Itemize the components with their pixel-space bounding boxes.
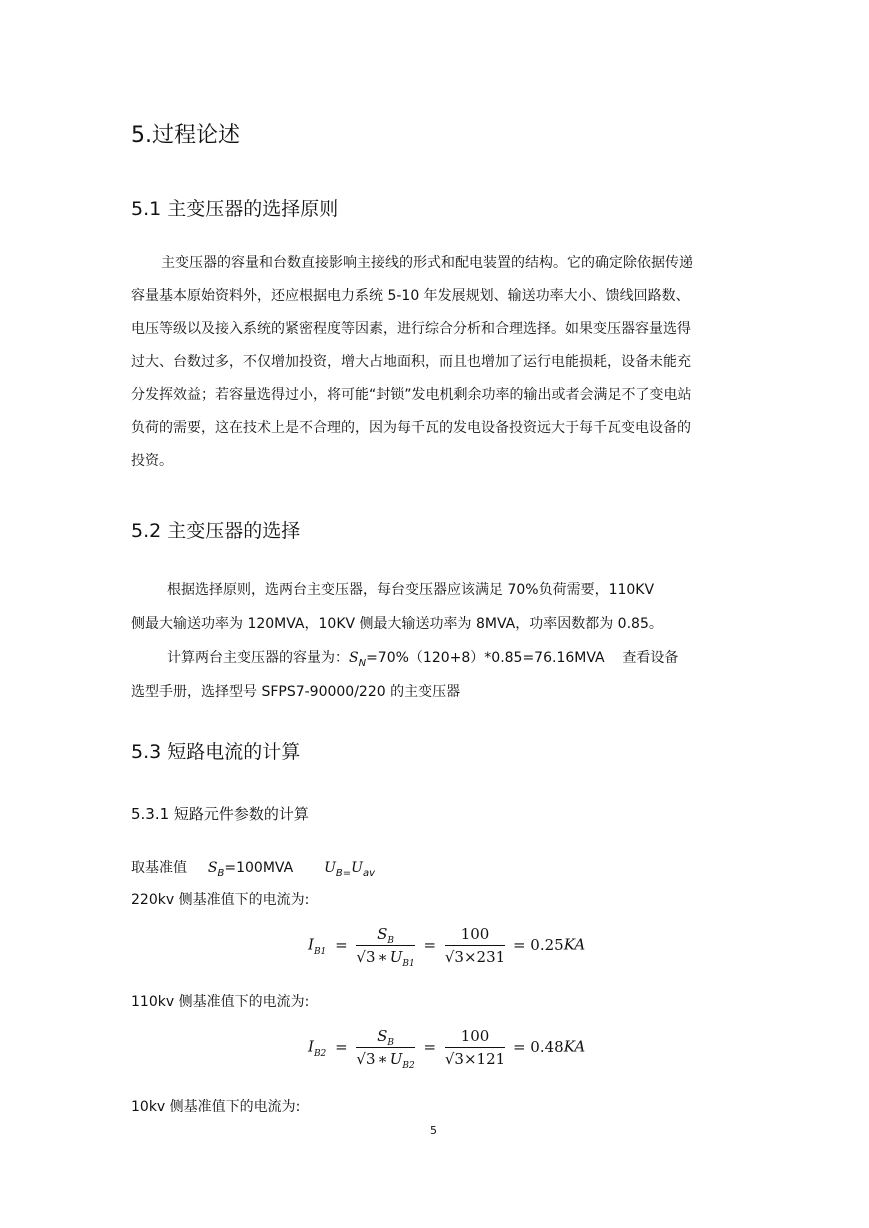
capacity-calculation-line [131,641,741,675]
eq1-den2: √3×231 [444,948,506,966]
base-values-line [131,857,375,877]
section-5-2-paragraph-1 [131,573,741,641]
paragraph-line: 主变压器的容量和台数直接影响主接线的形式和配电装置的结构。它的确定除依据传递 [161,255,693,271]
eq1-den1-op: ∗ [377,948,388,966]
eq2-den1-root: √3 [356,1050,376,1068]
eq2-den1-var: U [389,1050,403,1068]
paragraph-line: 选型手册，选择型号 SFPS7-90000/220 的主变压器 [131,684,461,700]
section-5-2-paragraph-2 [131,641,741,709]
paragraph-line: 负荷的需要，这在技术上是不合理的，因为每千瓦的发电设备投资远大于每千瓦变电设备的 [131,420,691,436]
sb-value: =100MVA [224,860,294,876]
eq2-lhs-sub: B2 [313,1048,327,1059]
eq2-result: = 0.48 [512,1037,564,1056]
section-5-1-heading: 5.1 主变压器的选择原则 [131,198,339,220]
eq1-result: = 0.25 [512,935,564,954]
equation-ib2: $I_{B2}$ = $\frac{S_B}{√3 ∗ U_{B2}}$ = $\frac{100}{√3\times 121}$ = 0.48KA [308,1027,586,1071]
eq1-fraction-1 [356,925,415,969]
sb-subscript: B [217,868,225,879]
eq1-den1-root: √3 [356,948,376,966]
calc-prefix: 计算两台主变压器的容量为： [167,650,349,666]
line-10kv: 10kv 侧基准值下的电流为: [131,1099,301,1115]
section-5-2-heading: 5.2 主变压器的选择 [131,520,301,542]
eq2-num2: 100 [445,1027,505,1048]
eq1-den1-sub: B1 [402,959,415,969]
eq2-den2: √3×121 [444,1050,506,1068]
eq2-num1-sub: B [387,1038,395,1048]
sb-symbol: S [207,860,218,876]
section-title: 5.过程论述 [131,123,240,148]
eq2-unit: KA [563,1037,586,1056]
ub-symbol: U [324,860,336,876]
equation-ib1: $I_{B1}$ = $\frac{S_B}{√3 ∗ U_{B1}}$ = $\frac{100}{√3\times 231}$ = 0.25KA [308,925,586,969]
paragraph-line: 分发挥效益；若容量选得过小，将可能“封锁”发电机剩余功率的输出或者会满足不了变电站 [131,387,692,403]
calc-rest: =70%（120+8）*0.85=76.16MVA 查看设备 [366,650,679,666]
eq1-lhs: I [308,935,314,954]
sn-symbol: S [349,650,359,666]
section-5-3-1-heading: 5.3.1 短路元件参数的计算 [131,805,309,823]
sn-subscript: N [358,658,367,669]
eq1-num1-sub: B [387,936,395,946]
paragraph-line: 投资。 [131,453,173,469]
eq1-num2: 100 [445,925,505,946]
paragraph-line: 侧最大输送功率为 120MVA，10KV 侧最大输送功率为 8MVA，功率因数都为 0.85。 [131,616,663,632]
section-5-3-heading: 5.3 短路电流的计算 [131,741,301,763]
line-110kv: 110kv 侧基准值下的电流为: [131,994,310,1010]
paragraph-line: 根据选择原则，选两台主变压器，每台变压器应该满足 70%负荷需要，110KV [167,582,655,598]
eq1-den1-var: U [389,948,403,966]
eq1-unit: KA [563,935,586,954]
section-5-1-paragraph [131,247,741,478]
eq2-lhs: I [308,1037,314,1056]
eq2-num1: S [377,1027,388,1045]
uav-subscript: av [362,868,375,879]
base-prefix: 取基准值 [131,860,187,876]
eq1-fraction-2 [445,925,505,966]
ub-subscript: B= [335,868,352,879]
eq1-num1: S [377,925,388,943]
uav-symbol: U [351,860,363,876]
eq1-lhs-sub: B1 [313,946,327,957]
page-number: 5 [430,1124,437,1137]
paragraph-line: 容量基本原始资料外，还应根据电力系统 5-10 年发展规划、输送功率大小、馈线回路数、 [131,288,690,304]
eq2-den1-sub: B2 [402,1061,415,1071]
line-220kv: 220kv 侧基准值下的电流为: [131,892,310,908]
eq2-fraction-1 [356,1027,415,1071]
eq2-fraction-2 [445,1027,505,1068]
eq2-den1-op: ∗ [377,1050,388,1068]
paragraph-line: 电压等级以及接入系统的紧密程度等因素，进行综合分析和合理选择。如果变压器容量选得 [131,321,691,337]
paragraph-line: 过大、台数过多，不仅增加投资，增大占地面积，而且也增加了运行电能损耗，设备未能充 [131,354,691,370]
